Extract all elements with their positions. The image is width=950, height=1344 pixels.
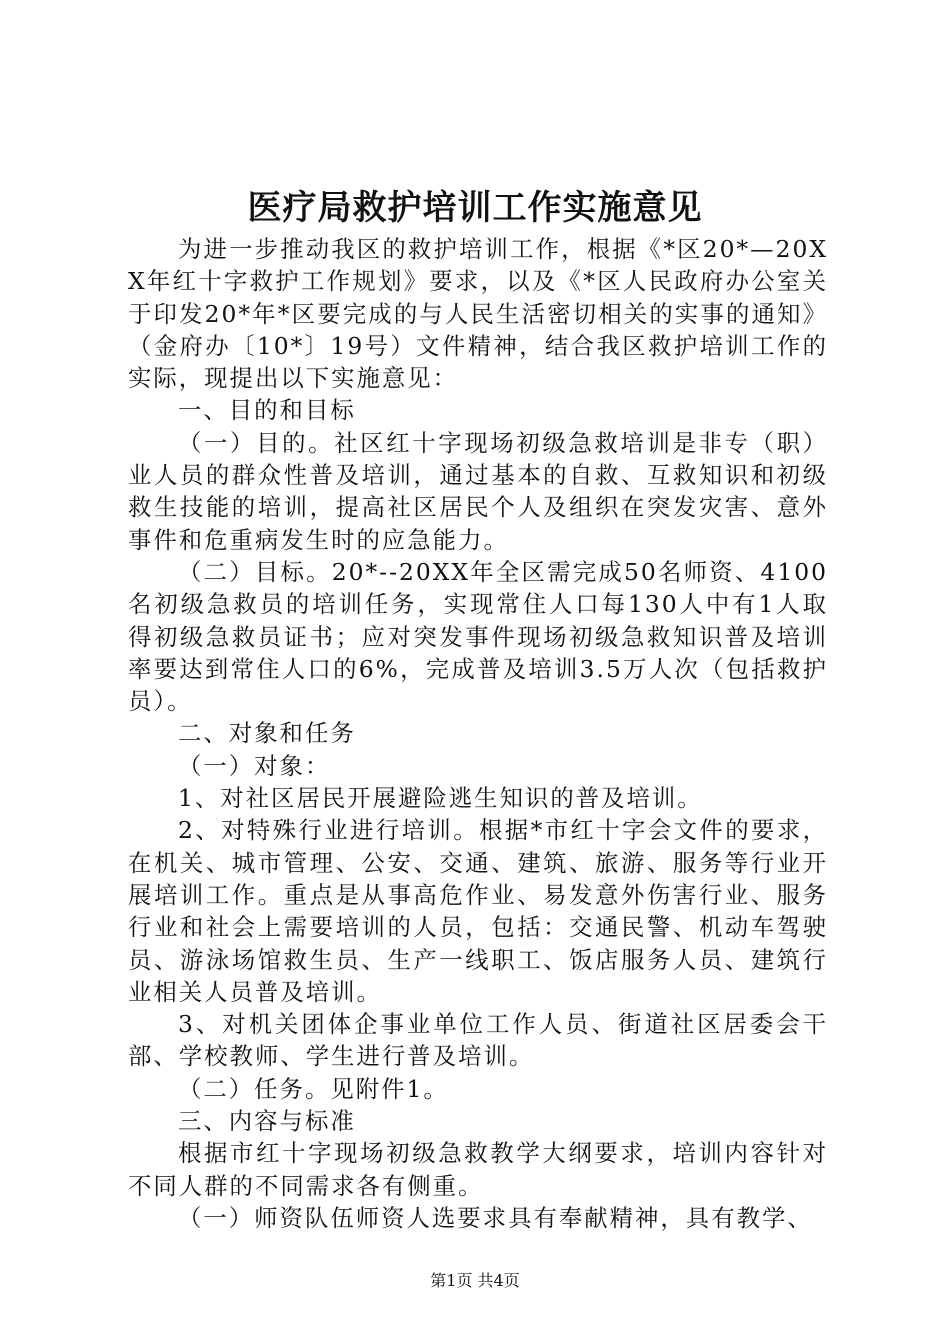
section-heading-3: 三、内容与标准 <box>178 1107 356 1136</box>
target-item-2: 2、对特殊行业进行培训。根据*市红十字会文件的要求，在机关、城市管理、公安、交通、建筑、旅游、服务等行业开展培训工作。重点是从事高危作业、易发意外伤害行业、服务行业和社会上需要培训的人员，包括：交通民警、机动车驾驶员、游泳场馆救生员、生产一线职工、饭店服务人员、建筑行业相关人员普及培训。 <box>128 816 828 1006</box>
document-body <box>128 233 828 1234</box>
subsection-heading-tasks: （二）任务。见附件1。 <box>178 1074 449 1103</box>
purpose-paragraph: （一）目的。社区红十字现场初级急救培训是非专（职）业人员的群众性普及培训，通过基本的自救、互救知识和初级救生技能的培训，提高社区居民个人及组织在突发灾害、意外事件和危重病发生时的应急能力。 <box>128 428 828 554</box>
section-heading-2: 二、对象和任务 <box>178 719 356 748</box>
document-title: 医疗局救护培训工作实施意见 <box>247 188 703 228</box>
faculty-paragraph: （一）师资队伍师资人选要求具有奉献精神，具有教学、 <box>178 1203 813 1232</box>
subsection-heading-targets: （一）对象： <box>178 751 331 780</box>
goal-paragraph: （二）目标。20*--20XX年全区需完成50名师资、4100名初级急救员的培训任务，实现常住人口每130人中有1人取得初级急救员证书；应对突发事件现场初级急救知识普及培训率要达到常住人口的6%，完成普及培训3.5万人次（包括救护员）。 <box>128 557 828 716</box>
page-footer: 第1页 共4页 <box>430 1271 520 1290</box>
section-heading-1: 一、目的和目标 <box>178 396 356 425</box>
target-item-1: 1、对社区居民开展避险逃生知识的普及培训。 <box>178 784 703 813</box>
content-paragraph: 根据市红十字现场初级急救教学大纲要求，培训内容针对不同人群的不同需求各有侧重。 <box>128 1139 828 1200</box>
intro-paragraph: 为进一步推动我区的救护培训工作，根据《*区20*—20XX年红十字救护工作规划》要求，以及《*区人民政府办公室关于印发20*年*区要完成的与人民生活密切相关的实事的通知》（金府办〔10*〕19号）文件精神，结合我区救护培训工作的实际，现提出以下实施意见： <box>128 235 828 393</box>
target-item-3: 3、对机关团体企事业单位工作人员、街道社区居委会干部、学校教师、学生进行普及培训。 <box>128 1010 828 1071</box>
